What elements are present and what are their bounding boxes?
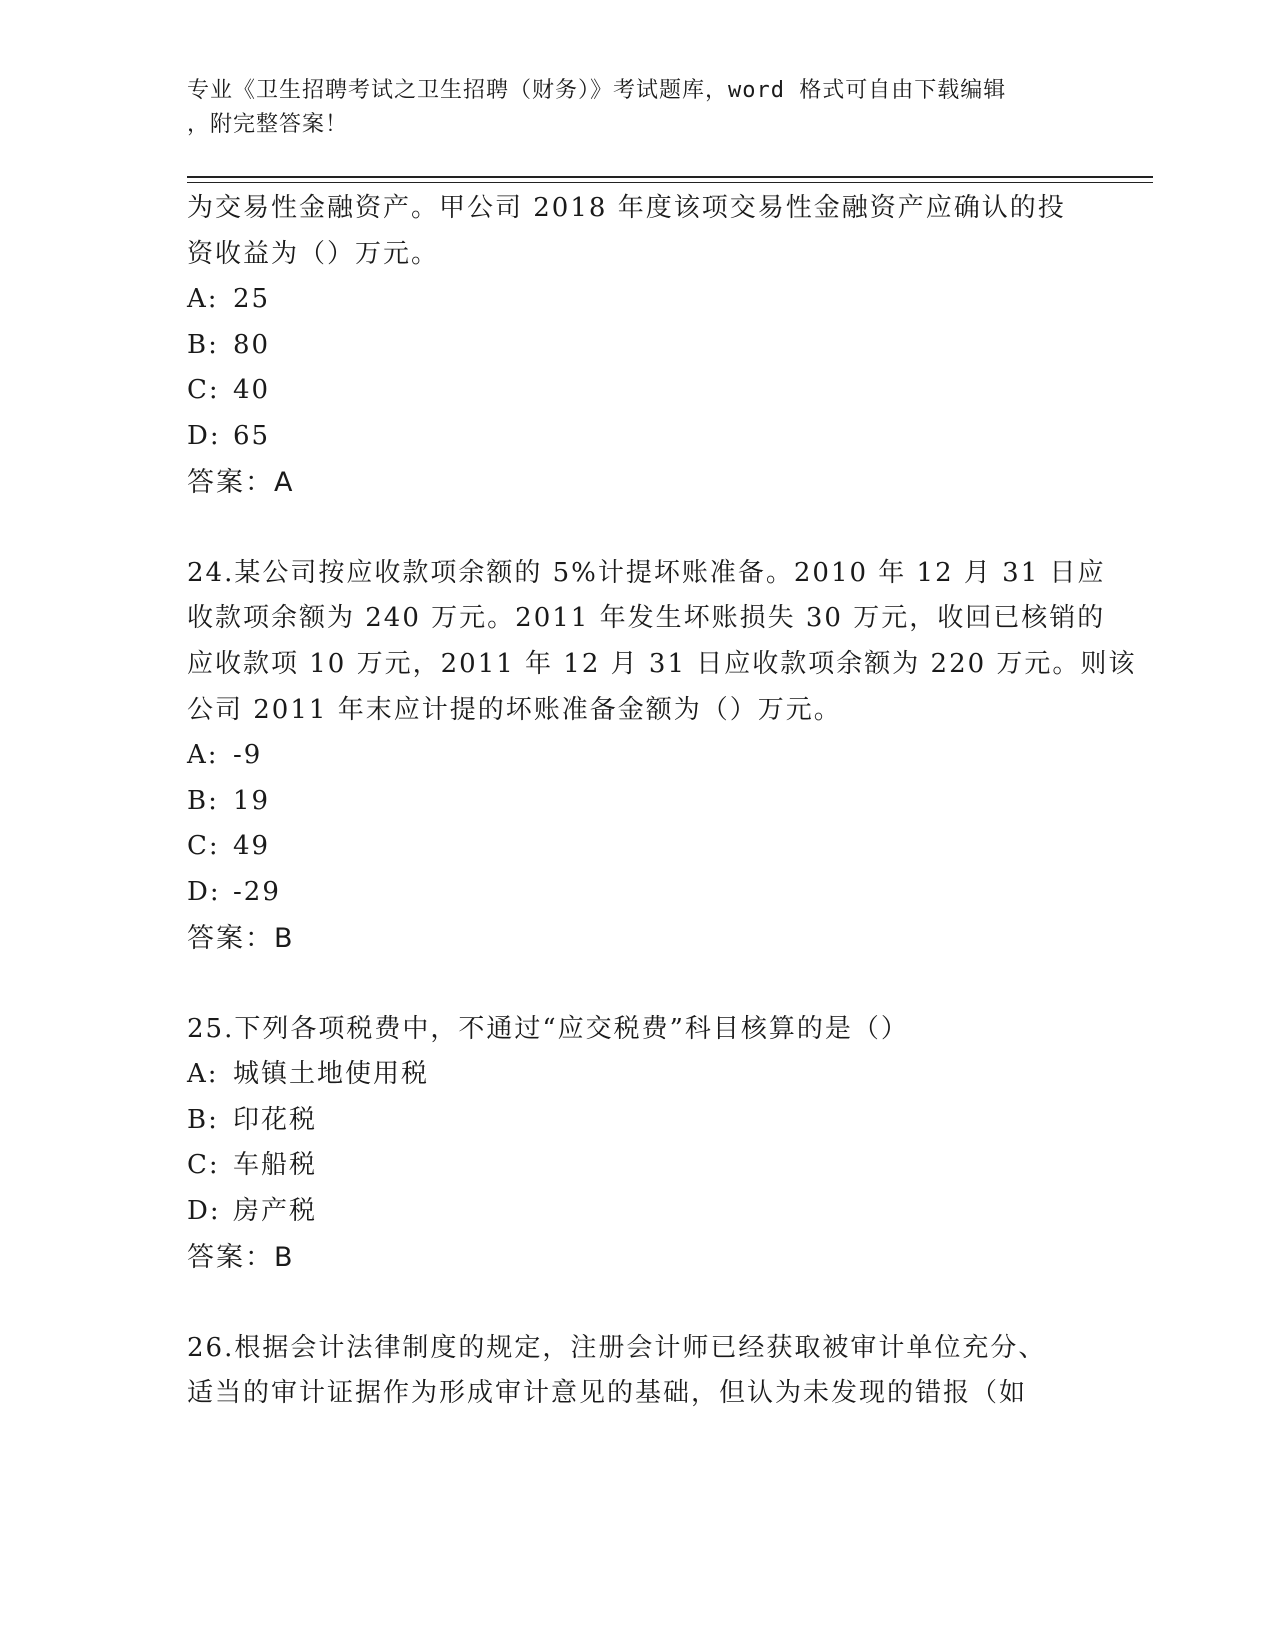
option-b [187, 323, 1087, 369]
question-text-line: 适当的审计证据作为形成审计意见的基础，但认为未发现的错报（如 [187, 1378, 1028, 1409]
option-label: A: [187, 740, 219, 771]
option-text: 49 [233, 831, 271, 862]
question-26 [187, 1326, 1087, 1417]
answer: 答案：B [187, 922, 295, 954]
question-text-line: 24.某公司按应收款项余额的 5%计提坏账准备。2010 年 12 月 31 日应 [187, 557, 1106, 588]
option-d [187, 1189, 1087, 1235]
option-c [187, 824, 1087, 870]
option-label: B: [187, 1104, 219, 1135]
question-24 [187, 551, 1137, 961]
option-label: B: [187, 329, 219, 360]
option-text: 40 [233, 375, 271, 406]
option-text: 车船税 [233, 1150, 318, 1181]
option-text: 城镇土地使用税 [233, 1059, 430, 1090]
question-text-line: 公司 2011 年末应计提的坏账准备金额为（）万元。 [187, 694, 842, 725]
option-label: D: [187, 420, 221, 451]
option-label: C: [187, 375, 220, 406]
option-a [187, 733, 1087, 779]
option-label: A: [187, 284, 219, 315]
option-text: 19 [233, 785, 271, 816]
document-body [187, 186, 1137, 1417]
option-label: C: [187, 1150, 220, 1181]
question-text-line: 收款项余额为 240 万元。2011 年发生坏账损失 30 万元，收回已核销的 [187, 603, 1106, 634]
header-line-1: 专业《卫生招聘考试之卫生招聘（财务）》考试题库，word 格式可自由下载编辑 [187, 78, 1007, 103]
option-label: A: [187, 1059, 219, 1090]
option-c [187, 1143, 1087, 1189]
option-text: 80 [233, 329, 271, 360]
spacer [187, 505, 1087, 551]
question-text-line: 为交易性金融资产。甲公司 2018 年度该项交易性金融资产应确认的投 [187, 193, 1066, 223]
header-line-2: ，附完整答案！ [187, 112, 349, 137]
option-a [187, 1052, 1087, 1098]
option-text: -9 [233, 740, 263, 771]
option-label: B: [187, 785, 219, 816]
option-text: 65 [233, 420, 271, 451]
option-text: 25 [233, 284, 271, 315]
question-text-line: 26.根据会计法律制度的规定，注册会计师已经获取被审计单位充分、 [187, 1332, 1047, 1363]
option-label: D: [187, 876, 221, 907]
option-text: 房产税 [233, 1196, 318, 1227]
option-label: C: [187, 831, 220, 862]
option-b [187, 779, 1087, 825]
answer: 答案：B [187, 1241, 295, 1273]
spacer [187, 961, 1087, 1007]
question-text-line: 25.下列各项税费中，不通过“应交税费”科目核算的是（） [187, 1013, 909, 1044]
option-label: D: [187, 1196, 221, 1227]
option-d [187, 414, 1087, 460]
header-divider [187, 176, 1153, 178]
question-text-line: 应收款项 10 万元，2011 年 12 月 31 日应收款项余额为 220 万元。则该 [187, 648, 1137, 679]
header-divider-thin [187, 182, 1153, 183]
option-text: 印花税 [233, 1104, 318, 1135]
option-text: -29 [233, 876, 281, 907]
option-b [187, 1098, 1087, 1144]
question-23 [187, 186, 1087, 505]
option-c [187, 368, 1087, 414]
question-text-line: 资收益为（）万元。 [187, 238, 440, 269]
option-d [187, 870, 1087, 916]
spacer [187, 1280, 1087, 1326]
option-a [187, 277, 1087, 323]
question-25 [187, 1007, 1087, 1281]
page-header [187, 74, 1087, 142]
answer: 答案：A [187, 466, 295, 498]
